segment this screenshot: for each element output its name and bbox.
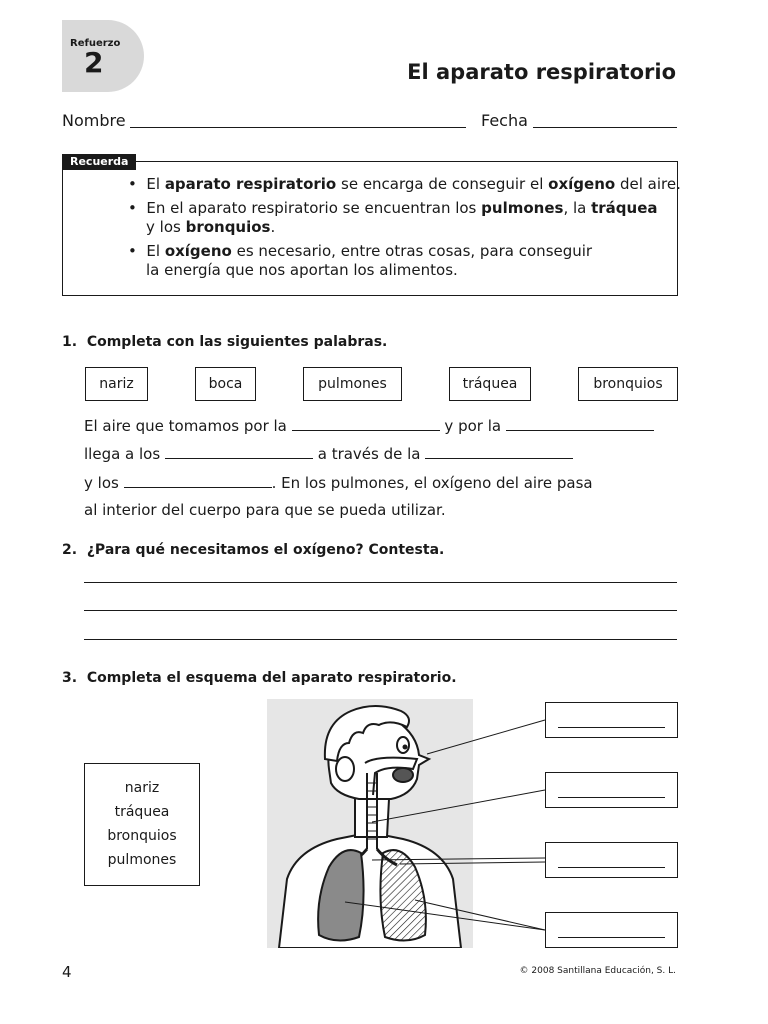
fill-line-1: El aire que tomamos por la y por la <box>84 416 684 435</box>
pointer-line-1 <box>427 720 545 754</box>
fill-line-4: al interior del cuerpo para que se pueda utilizar. <box>84 501 446 519</box>
word-box-pulmones: pulmones <box>303 367 402 401</box>
pointer-line-2 <box>372 790 545 822</box>
pointer-line-4a <box>345 902 545 930</box>
date-label: Fecha <box>481 111 528 130</box>
page-number: 4 <box>62 963 72 981</box>
badge-number: 2 <box>84 46 104 79</box>
question-3: 3. Completa el esquema del aparato respiratorio. <box>62 670 457 686</box>
recuerda-tab: Recuerda <box>62 154 136 170</box>
recuerda-bullet-1: • El aparato respiratorio se encarga de conseguir el oxígeno del aire. <box>128 175 681 193</box>
name-label: Nombre <box>62 111 126 130</box>
diagram-answer-box-2[interactable] <box>545 772 678 808</box>
list-item: nariz <box>124 780 160 796</box>
badge-label: Refuerzo <box>70 38 121 49</box>
list-item: pulmones <box>107 852 177 868</box>
pointer-line-3b <box>400 862 545 864</box>
fill-line-2: llega a los a través de la <box>84 444 684 463</box>
word-box-traquea: tráquea <box>449 367 531 401</box>
fill-line-3: y los . En los pulmones, el oxígeno del aire pasa <box>84 474 593 492</box>
diagram-answer-box-4[interactable] <box>545 912 678 948</box>
question-2: 2. ¿Para qué necesitamos el oxígeno? Contesta. <box>62 542 445 558</box>
recuerda-bullet-2: • En el aparato respiratorio se encuentran los pulmones, la tráquea y los bronquios. <box>128 199 658 236</box>
diagram-answer-box-3[interactable] <box>545 842 678 878</box>
diagram-answer-box-1[interactable] <box>545 702 678 738</box>
page-title: El aparato respiratorio <box>407 60 676 84</box>
pointer-line-3a <box>372 858 545 860</box>
word-box-nariz: nariz <box>85 367 148 401</box>
question-1: 1. Completa con las siguientes palabras. <box>62 334 388 350</box>
copyright: © 2008 Santillana Educación, S. L. <box>519 966 676 976</box>
word-box-bronquios: bronquios <box>578 367 678 401</box>
recuerda-bullet-3: • El oxígeno es necesario, entre otras cosas, para conseguir la energía que nos aportan los alimentos. <box>128 242 593 279</box>
list-item: tráquea <box>114 804 170 820</box>
list-item: bronquios <box>107 828 177 844</box>
word-box-boca: boca <box>195 367 256 401</box>
